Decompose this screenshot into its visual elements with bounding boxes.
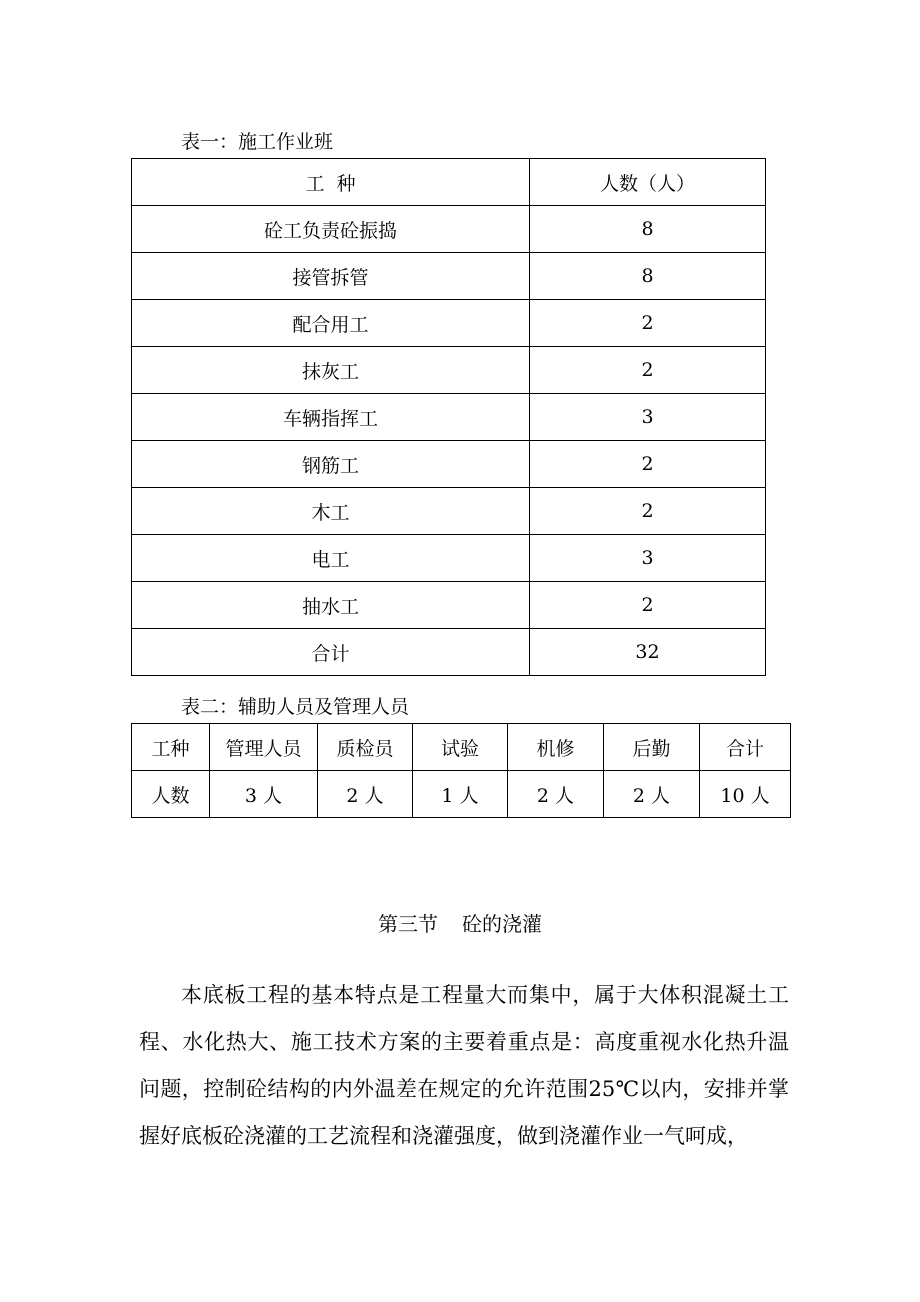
- trade-cell: 电工: [132, 535, 530, 582]
- count-cell: 2 人: [508, 771, 604, 818]
- table-header-row: [132, 159, 766, 206]
- header-cell: 人数（人）: [530, 159, 766, 206]
- body-paragraph: 本底板工程的基本特点是工程量大而集中，属于大体积混凝土工程、水化热大、施工技术方案的主要着重点是：高度重视水化热升温问题，控制砼结构的内外温差在规定的允许范围25℃以内，安排并掌握好底板砼浇灌的工艺流程和浇灌强度，做到浇灌作业一气呵成，: [139, 983, 789, 1148]
- count-cell: 2 人: [318, 771, 413, 818]
- trade-cell: 配合用工: [132, 300, 530, 347]
- work-team-table: [131, 158, 766, 676]
- table-row: [132, 441, 766, 488]
- table-header-row: [132, 724, 791, 771]
- count-cell: 2: [530, 488, 766, 535]
- table-row: [132, 535, 766, 582]
- table-row: [132, 582, 766, 629]
- count-cell: 8: [530, 206, 766, 253]
- count-cell: 2: [530, 582, 766, 629]
- count-cell: 1 人: [413, 771, 508, 818]
- header-cell: 质检员: [318, 724, 413, 771]
- section-title: 砼的浇灌: [462, 912, 542, 936]
- header-cell: 工种: [132, 724, 210, 771]
- section-number: 第三节: [378, 912, 438, 936]
- trade-cell: 车辆指挥工: [132, 394, 530, 441]
- count-cell: 3: [530, 394, 766, 441]
- count-cell: 2 人: [604, 771, 700, 818]
- count-cell: 8: [530, 253, 766, 300]
- trade-cell: 接管拆管: [132, 253, 530, 300]
- header-cell: 机修: [508, 724, 604, 771]
- table-row: [132, 253, 766, 300]
- table-row: [132, 347, 766, 394]
- count-cell: 2: [530, 347, 766, 394]
- count-cell: 3 人: [210, 771, 318, 818]
- section-heading: [0, 908, 920, 937]
- trade-cell: 抹灰工: [132, 347, 530, 394]
- count-cell: 2: [530, 441, 766, 488]
- count-cell: 3: [530, 535, 766, 582]
- count-cell: 2: [530, 300, 766, 347]
- trade-cell: 钢筋工: [132, 441, 530, 488]
- total-label-cell: 合计: [132, 629, 530, 676]
- support-staff-table: [131, 723, 791, 818]
- table1-caption: 表一：施工作业班: [181, 131, 334, 153]
- total-count-cell: 32: [530, 629, 766, 676]
- header-cell: 工 种: [132, 159, 530, 206]
- table-row: [132, 300, 766, 347]
- table-row: [132, 771, 791, 818]
- table-row: [132, 488, 766, 535]
- row-label-cell: 人数: [132, 771, 210, 818]
- header-cell: 后勤: [604, 724, 700, 771]
- trade-cell: 木工: [132, 488, 530, 535]
- count-cell: 10 人: [700, 771, 791, 818]
- table-row: [132, 394, 766, 441]
- trade-cell: 砼工负责砼振捣: [132, 206, 530, 253]
- total-row: [132, 629, 766, 676]
- header-cell: 管理人员: [210, 724, 318, 771]
- header-cell: 试验: [413, 724, 508, 771]
- header-cell: 合计: [700, 724, 791, 771]
- trade-cell: 抽水工: [132, 582, 530, 629]
- table-row: [132, 206, 766, 253]
- table2-caption: 表二：辅助人员及管理人员: [181, 696, 410, 718]
